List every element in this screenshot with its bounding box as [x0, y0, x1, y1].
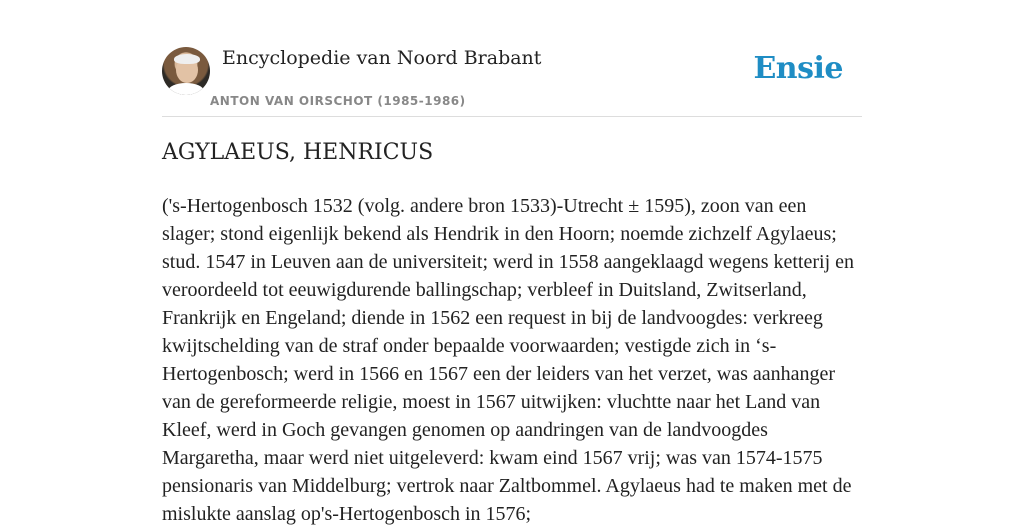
header	[162, 0, 862, 117]
author-name[interactable]: ANTON VAN OIRSCHOT (1985-1986)	[210, 94, 466, 108]
avatar-hair	[174, 54, 200, 64]
author-avatar[interactable]	[162, 47, 210, 95]
avatar-shirt	[168, 83, 204, 95]
ensie-logo[interactable]: Ensie	[753, 51, 843, 86]
page-container	[162, 0, 862, 525]
book-title[interactable]: Encyclopedie van Noord Brabant	[222, 47, 542, 69]
article-title: AGYLAEUS, HENRICUS	[162, 140, 434, 165]
article-body: ('s-Hertogenbosch 1532 (volg. andere bron 1533)-Utrecht ± 1595), zoon van een slager; stond eigenlijk bekend als Hendrik in den Hoorn; noemde zichzelf Agylaeus; stud. 1547 in Leuven aan de universiteit; werd in 1558 aangeklaagd wegens ketterij en veroordeeld tot eeuwigdurende ballingschap; verbleef in Duitsland, Zwitserland, Frankrijk en Engeland; diende in 1562 een request in bij de landvoogdes: verkreeg kwijtschelding van de straf onder bepaalde voorwaarden; vestigde zich in ‘s-Hertogenbosch; werd in 1566 en 1567 een der leiders van het verzet, was aanhanger van de gereformeerde religie, moest in 1567 uitwijken: vluchtte naar het Land van Kleef, werd in Goch gevangen genomen op aandringen van de landvoogdes Margaretha, maar werd niet uitgeleverd: kwam eind 1567 vrij; was van 1574-1575 pensionaris van Middelburg; vertrok naar Zaltbommel. Agylaeus had te maken met de mislukte aanslag op's-Hertogenbosch in 1576;	[162, 195, 855, 525]
